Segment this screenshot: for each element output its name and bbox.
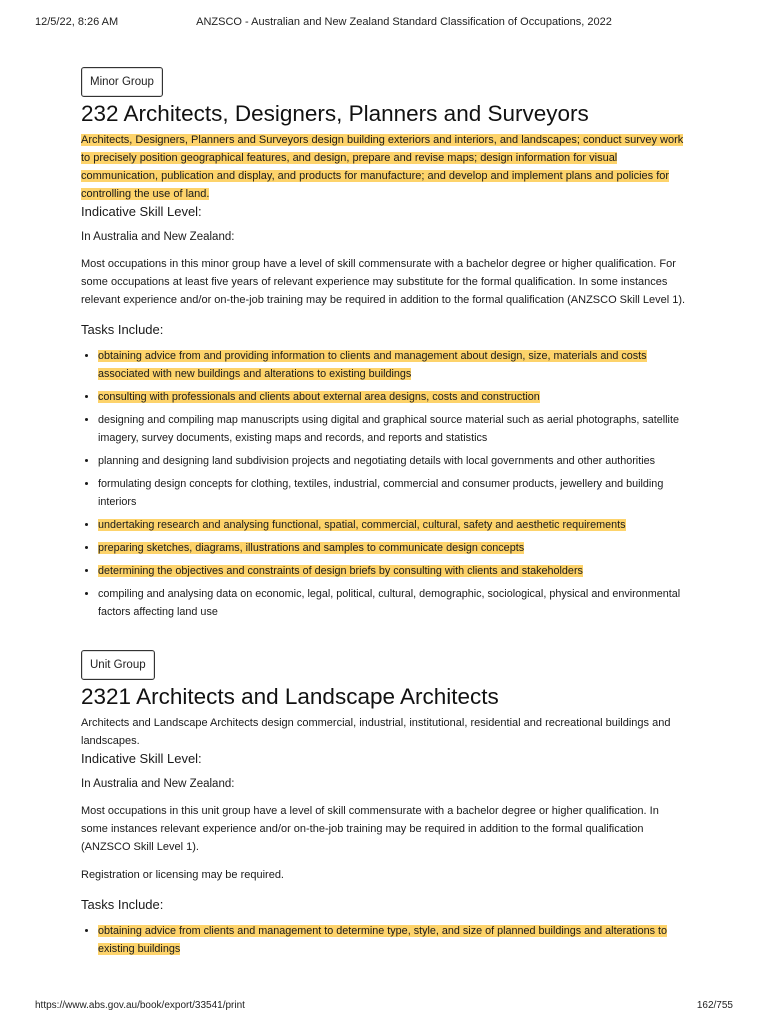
minor-group-description xyxy=(81,131,687,203)
task-item xyxy=(98,347,687,383)
task-item xyxy=(98,388,687,406)
task-text: designing and compiling map manuscripts using digital and graphical source material such as aerial photographs, satellite imagery, survey documents, existing maps and records, and reports and statistics xyxy=(98,414,679,444)
task-item xyxy=(98,516,687,534)
unit-task-list xyxy=(81,922,687,958)
print-header xyxy=(35,16,733,30)
print-url: https://www.abs.gov.au/book/export/33541/print xyxy=(35,1000,245,1011)
unit-group-title: 2321 Architects and Landscape Architects xyxy=(81,684,499,709)
minor-task-list xyxy=(81,347,687,621)
task-item xyxy=(98,452,687,470)
print-datetime: 12/5/22, 8:26 AM xyxy=(35,16,119,28)
task-text: preparing sketches, diagrams, illustrations and samples to communicate design concepts xyxy=(98,542,525,554)
task-item xyxy=(98,585,687,621)
minor-skill-text: Most occupations in this minor group have a level of skill commensurate with a bachelor degree or higher qualification. For some occupations at least five years of relevant experience may substitute for the formal qualification. In some instances relevant experience and/or on-the-job training may be required in addition to the formal qualification (ANZSCO Skill Level 1). xyxy=(81,258,686,306)
minor-group-title: 232 Architects, Designers, Planners and Surveyors xyxy=(81,101,589,126)
task-text: compiling and analysing data on economic, legal, political, cultural, demographic, sociological, physical and environmental factors affecting land use xyxy=(98,588,681,618)
minor-group-tag: Minor Group xyxy=(81,67,163,97)
task-item xyxy=(98,475,687,511)
task-text: formulating design concepts for clothing, textiles, industrial, commercial and consumer products, jewellery and building interiors xyxy=(98,478,664,508)
minor-skill-label: Indicative Skill Level: xyxy=(81,204,202,219)
task-text: obtaining advice from clients and management to determine type, style, and size of planned buildings and alterations to existing buildings xyxy=(98,925,667,955)
minor-group-section xyxy=(81,67,687,626)
unit-group-description: Architects and Landscape Architects design commercial, industrial, institutional, residential and recreational buildings and landscapes. xyxy=(81,717,671,747)
task-text: consulting with professionals and clients about external area designs, costs and construction xyxy=(98,391,540,403)
task-item xyxy=(98,922,687,958)
print-doc-title: ANZSCO - Australian and New Zealand Standard Classification of Occupations, 2022 xyxy=(196,16,612,28)
minor-region-label: In Australia and New Zealand: xyxy=(81,231,235,243)
print-footer xyxy=(35,1000,733,1014)
unit-skill-label: Indicative Skill Level: xyxy=(81,751,202,766)
unit-group-tag: Unit Group xyxy=(81,650,155,680)
minor-tasks-label: Tasks Include: xyxy=(81,322,164,337)
task-item xyxy=(98,539,687,557)
unit-registration-note: Registration or licensing may be required. xyxy=(81,869,284,881)
task-text: planning and designing land subdivision projects and negotiating details with local governments and other authorities xyxy=(98,455,656,467)
minor-group-description-text: Architects, Designers, Planners and Surveyors design building exteriors and interiors, and landscapes; conduct survey work to precisely position geographical features, and design, prepare and revise maps; design information for visual communication, publication and display, and products for manufacture; and develop and implement plans and policies for controlling the use of land. xyxy=(81,134,684,200)
page-counter: 162/755 xyxy=(696,1000,733,1011)
unit-skill-text: Most occupations in this unit group have a level of skill commensurate with a bachelor degree or higher qualification. In some instances relevant experience and/or on-the-job training may be required in addition to the formal qualification (ANZSCO Skill Level 1). xyxy=(81,805,659,853)
task-text: obtaining advice from and providing information to clients and management about design, size, materials and costs associated with new buildings and alterations to existing buildings xyxy=(98,350,647,380)
task-item xyxy=(98,411,687,447)
task-item xyxy=(98,562,687,580)
unit-region-label: In Australia and New Zealand: xyxy=(81,778,235,790)
task-text: undertaking research and analysing functional, spatial, commercial, cultural, safety and aesthetic requirements xyxy=(98,519,626,531)
unit-tasks-label: Tasks Include: xyxy=(81,897,164,912)
unit-group-section xyxy=(81,650,687,963)
task-text: determining the objectives and constraints of design briefs by consulting with clients and stakeholders xyxy=(98,565,583,577)
